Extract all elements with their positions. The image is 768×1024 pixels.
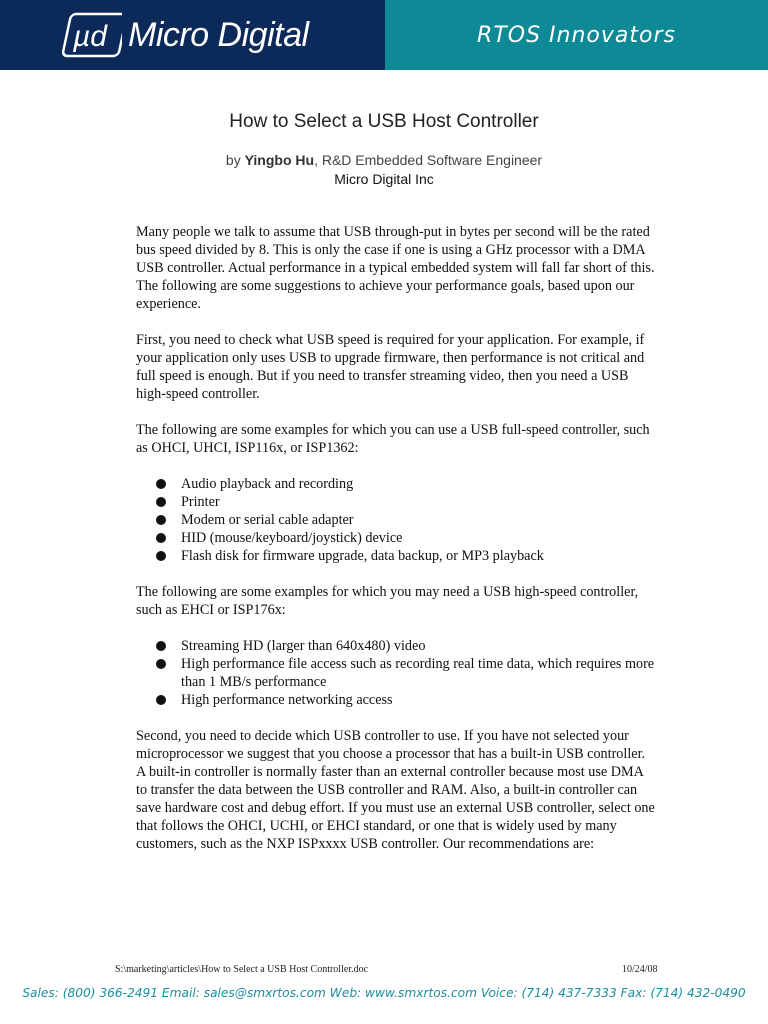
header-brand-panel	[0, 0, 385, 70]
paragraph-controller-choice: Second, you need to decide which USB controller to use. If you have not selected your microprocessor we suggest that you choose a processor that has a built-in USB controller. A built-in controller is normally faster than an external controller because most use DMA to transfer the data between the USB controller and RAM. Also, a built-in controller can save hardware cost and debug effort. If you must use an external USB controller, select one that follows the OHCI, UCHI, or EHCI standard, or one that is widely used by many customers, such as the NXP ISPxxxx USB controller. Our recommendations are:	[136, 728, 655, 852]
tagline: RTOS Innovators	[477, 22, 676, 48]
contact-line: Sales: (800) 366-2491 Email: sales@smxrtos.com Web: www.smxrtos.com Voice: (714) 437-7333 Fax: (714) 432-0490	[22, 986, 746, 1000]
bullet-icon	[156, 659, 166, 669]
bullet-icon	[156, 515, 166, 525]
full-speed-list	[136, 475, 656, 565]
paragraph-intro: Many people we talk to assume that USB through-put in bytes per second will be the rated bus speed divided by 8. This is only the case if one is using a GHz processor with a DMA USB controller. Actual performance in a typical embedded system will fall far short of this. The following are some suggestions to achieve your performance goals, based upon our experience.	[136, 224, 655, 312]
list-item: HID (mouse/keyboard/joystick) device	[156, 529, 656, 547]
bullet-icon	[156, 533, 166, 543]
bullet-icon	[156, 479, 166, 489]
bullet-icon	[156, 497, 166, 507]
bullet-icon	[156, 641, 166, 651]
company-logo	[58, 10, 122, 60]
byline-prefix: by	[225, 152, 241, 168]
author-role: , R&D Embedded Software Engineer	[314, 152, 543, 168]
author-name: Yingbo Hu	[244, 152, 315, 168]
svg-text:µd: µd	[73, 20, 107, 53]
author-organization: Micro Digital Inc	[334, 171, 434, 187]
document-date: 10/24/08	[622, 964, 658, 975]
list-item: Flash disk for firmware upgrade, data backup, or MP3 playback	[156, 547, 656, 565]
bullet-icon	[156, 551, 166, 561]
high-speed-list	[136, 637, 656, 709]
paragraph-high-speed: The following are some examples for which you may need a USB high-speed controller, such as EHCI or ISP176x:	[136, 584, 639, 618]
header-tagline-panel	[385, 0, 768, 70]
list-item: High performance file access such as recording real time data, which requires more than 1 MB/s performance	[156, 655, 656, 691]
byline	[0, 152, 768, 168]
document-path: S:\marketing\articles\How to Select a USB Host Controller.doc	[115, 964, 369, 975]
paragraph-full-speed: The following are some examples for which you can use a USB full-speed controller, such as OHCI, UHCI, ISP116x, or ISP1362:	[136, 422, 650, 456]
header-banner	[0, 0, 768, 70]
list-item: Audio playback and recording	[156, 475, 656, 493]
paragraph-speed: First, you need to check what USB speed is required for your application. For example, if your application only uses USB to upgrade firmware, then performance is not critical and full speed is enough. But if you need to transfer streaming video, then you need a USB high-speed controller.	[136, 332, 645, 402]
list-item: High performance networking access	[156, 691, 656, 709]
list-item: Streaming HD (larger than 640x480) video	[156, 637, 656, 655]
article-body	[136, 223, 656, 871]
bullet-icon	[156, 695, 166, 705]
list-item: Printer	[156, 493, 656, 511]
company-name: Micro Digital	[128, 16, 309, 54]
article-title: How to Select a USB Host Controller	[229, 111, 539, 132]
list-item: Modem or serial cable adapter	[156, 511, 656, 529]
